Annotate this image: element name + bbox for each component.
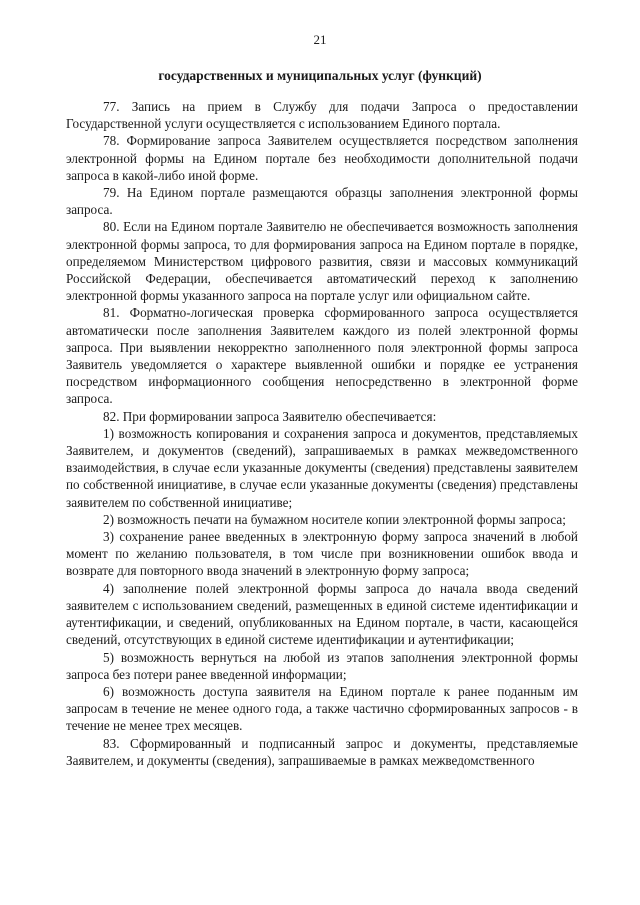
paragraph-80: 80. Если на Едином портале Заявителю не обеспечивается возможность заполнения электронной формы запроса, то для формирования запроса на Едином портале в порядке, определяемом Министерством цифрового развития, связи и массовых коммуникаций Российской Федерации, обеспечивается автоматический переход к заполнению электронной формы указанного запроса на портале услуг или официальном сайте.: [66, 219, 578, 304]
list-item-82-1: 1) возможность копирования и сохранения запроса и документов, представляемых Заявителем, и документов (сведений), запрашиваемых в рамках межведомственного взаимодействия, в случае если указанные документы (сведения) представлены заявителем по собственной инициативе, в случае если указанные документы (сведения) представлены заявителем по собственной инициативе;: [66, 425, 578, 510]
paragraph-83: 83. Сформированный и подписанный запрос и документы, представляемые Заявителем, и документы (сведения), запрашиваемые в рамках межведомственного: [66, 735, 578, 768]
list-item-82-5: 5) возможность вернуться на любой из этапов заполнения электронной формы запроса без потери ранее введенной информации;: [66, 649, 578, 682]
paragraph-77: 77. Запись на прием в Службу для подачи Запроса о предоставлении Государственной услуги осуществляется с использованием Единого портала.: [66, 99, 578, 132]
page-number: 21: [313, 32, 327, 47]
list-item-82-3: 3) сохранение ранее введенных в электронную форму запроса значений в любой момент по желанию пользователя, в том числе при возникновении ошибок ввода и возврате для повторного ввода значений в электронную форму запроса;: [66, 529, 578, 579]
paragraph-79: 79. На Едином портале размещаются образцы заполнения электронной формы запроса.: [66, 185, 578, 218]
list-item-82-2: 2) возможность печати на бумажном носителе копии электронной формы запроса;: [103, 511, 566, 527]
paragraph-82: 82. При формировании запроса Заявителю обеспечивается:: [103, 408, 437, 424]
paragraph-78: 78. Формирование запроса Заявителем осуществляется посредством заполнения электронной формы на Едином портале без необходимости дополнительной подачи запроса в какой-либо иной форме.: [66, 133, 578, 183]
list-item-82-4: 4) заполнение полей электронной формы запроса до начала ввода сведений заявителем с использованием сведений, размещенных в единой системе идентификации и аутентификации, и сведений, опубликованных на Едином портале, в части, касающейся сведений, отсутствующих в единой системе идентификации и аутентификации;: [66, 580, 578, 648]
page-heading: государственных и муниципальных услуг (функций): [158, 68, 482, 83]
paragraph-81: 81. Форматно-логическая проверка сформированного запроса осуществляется автоматически после заполнения Заявителем каждого из полей электронной формы запроса. При выявлении некорректно заполненного поля электронной формы запроса Заявитель уведомляется о характере выявленной ошибки и порядке ее устранения посредством информационного сообщения непосредственно в электронной форме запроса.: [66, 305, 578, 407]
list-item-82-6: 6) возможность доступа заявителя на Едином портале к ранее поданным им запросам в течение не менее одного года, а также частично сформированных запросов - в течение не менее трех месяцев.: [66, 683, 578, 734]
document-body: [66, 98, 578, 769]
